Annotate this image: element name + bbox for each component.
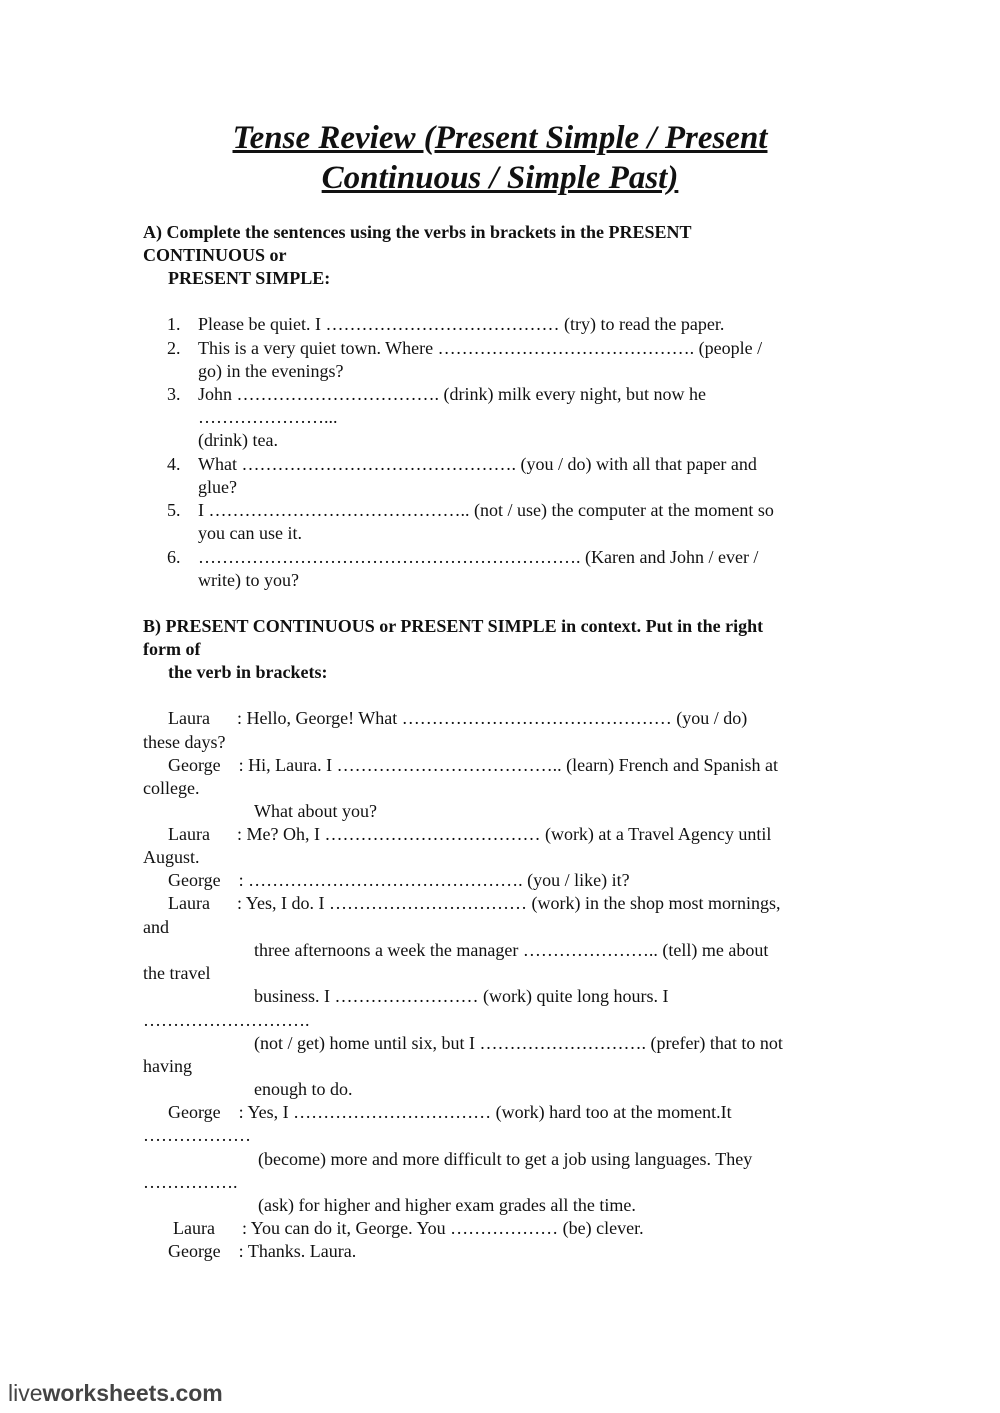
liveworksheets-logo <box>8 1380 223 1407</box>
exercise-line: Please be quiet. I ………………………………… (try) to read the paper. <box>198 314 725 334</box>
logo-part-live: live <box>8 1380 43 1406</box>
item-number: 4. <box>167 454 181 474</box>
exercise-line: What ………………………………………. (you / do) with all that paper and <box>198 454 757 474</box>
dialogue-line: George : ………………………………………. (you / like) it? <box>168 870 630 890</box>
exercise-line: …………………... <box>198 407 338 427</box>
logo-part-worksheets: worksheets <box>42 1380 170 1406</box>
dialogue-line: George : Yes, I …………………………… (work) hard too at the moment.It <box>168 1102 732 1122</box>
section-b-heading-3: the verb in brackets: <box>168 662 328 682</box>
dialogue-line: business. I …………………… (work) quite long hours. I <box>254 986 669 1006</box>
exercise-line: (drink) tea. <box>198 430 278 450</box>
section-b-heading-1: B) PRESENT CONTINUOUS or PRESENT SIMPLE in context. Put in the right <box>143 616 764 636</box>
title-line-2: Continuous / Simple Past) <box>321 160 679 196</box>
dialogue-line: Laura : Hello, George! What ……………………………………… (you / do) <box>168 708 748 728</box>
dialogue-line: enough to do. <box>254 1079 353 1099</box>
dialogue-line: the travel <box>143 963 211 983</box>
exercise-line: John ……………………………. (drink) milk every night, but now he <box>198 384 706 404</box>
dialogue-line: August. <box>143 847 200 867</box>
section-a-heading-3: PRESENT SIMPLE: <box>168 268 331 288</box>
exercise-line: you can use it. <box>198 523 302 543</box>
dialogue-line: ……………… <box>143 1125 251 1145</box>
section-b-heading-2: form of <box>143 639 201 659</box>
item-number: 5. <box>167 500 181 520</box>
dialogue-line: having <box>143 1056 192 1076</box>
item-number: 2. <box>167 338 181 358</box>
dialogue-line: (ask) for higher and higher exam grades all the time. <box>258 1195 636 1215</box>
dialogue-line: (not / get) home until six, but I ………………………. (prefer) that to not <box>254 1033 783 1053</box>
dialogue-line: and <box>143 917 169 937</box>
item-number: 1. <box>167 314 181 334</box>
dialogue-line: ………………………. <box>143 1010 310 1030</box>
page-title <box>0 118 1000 198</box>
dialogue-line: George : Thanks. Laura. <box>168 1241 357 1261</box>
section-a-heading-1: A) Complete the sentences using the verbs in brackets in the PRESENT <box>143 222 692 242</box>
item-number: 6. <box>167 547 181 567</box>
dialogue-line: Laura : You can do it, George. You ……………… (be) clever. <box>173 1218 644 1238</box>
dialogue-line: George : Hi, Laura. I ……………………………….. (learn) French and Spanish at <box>168 755 779 775</box>
dialogue-line: What about you? <box>254 801 377 821</box>
title-line-1: Tense Review (Present Simple / Present <box>232 120 768 156</box>
dialogue-line: (become) more and more difficult to get a job using languages. They <box>258 1149 753 1169</box>
exercise-line: write) to you? <box>198 570 299 590</box>
dialogue-line: Laura : Me? Oh, I ……………………………… (work) at a Travel Agency until <box>168 824 772 844</box>
dialogue-line: ……………. <box>143 1172 238 1192</box>
exercise-line: I …………………………………….. (not / use) the computer at the moment so <box>198 500 774 520</box>
exercise-line: ………………………………………………………. (Karen and John / ever / <box>198 547 759 567</box>
section-a-heading-2: CONTINUOUS or <box>143 245 287 265</box>
dialogue-line: college. <box>143 778 200 798</box>
dialogue-line: Laura : Yes, I do. I …………………………… (work) in the shop most mornings, <box>168 893 781 913</box>
logo-part-suffix: .com <box>169 1380 223 1406</box>
dialogue-line: these days? <box>143 732 226 752</box>
exercise-line: This is a very quiet town. Where ……………………………………. (people / <box>198 338 763 358</box>
dialogue-line: three afternoons a week the manager ………………….. (tell) me about <box>254 940 769 960</box>
exercise-line: glue? <box>198 477 237 497</box>
exercise-line: go) in the evenings? <box>198 361 344 381</box>
item-number: 3. <box>167 384 181 404</box>
